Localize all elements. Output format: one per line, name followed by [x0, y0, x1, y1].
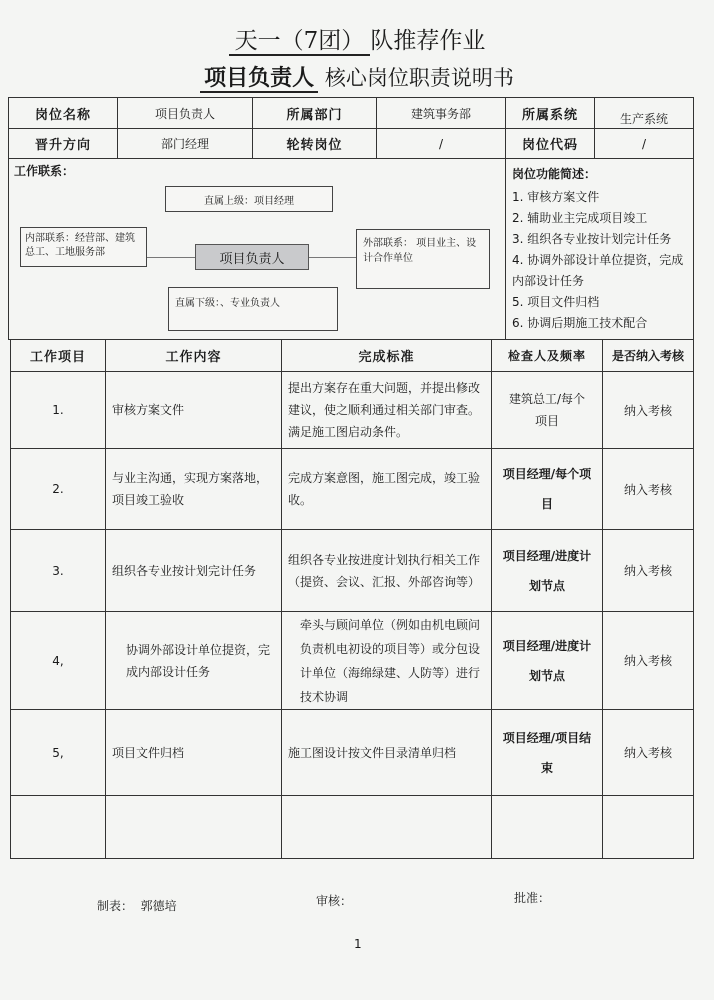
rotation-label: 轮转岗位 — [252, 128, 377, 159]
row-content-text: 审核方案文件 — [112, 403, 185, 417]
doc-subtitle-underlined: 项目负责人 — [200, 65, 318, 93]
col-header-standard: 完成标准 — [281, 339, 492, 372]
row-checker: 项目经理/进度计划节点 — [491, 529, 603, 612]
row-assess: 纳入考核 — [602, 529, 694, 612]
rotation-value: / — [376, 128, 506, 159]
page-number: 1 — [354, 937, 362, 951]
approve-label: 批准： — [514, 891, 551, 905]
row-standard-text: 组织各专业按进度计划执行相关工作（提资、会议、汇报、外部咨询等） — [288, 552, 481, 589]
functions-label: 岗位功能简述： — [512, 167, 597, 181]
row-content — [105, 529, 282, 612]
system-value: 生产系统 — [594, 97, 694, 129]
row-standard — [281, 709, 492, 796]
row-checker: 建筑总工/每个项目 — [491, 371, 603, 449]
function-item: 2. 辅助业主完成项目竣工 — [512, 211, 648, 225]
internal-text: 内部联系：经营部、建筑总工、工地服务部 — [25, 233, 135, 258]
row-assess: 纳入考核 — [602, 709, 694, 796]
superior-box — [165, 186, 333, 212]
row-standard — [281, 371, 492, 449]
row-content — [105, 611, 282, 710]
position-name-label: 岗位名称 — [8, 97, 118, 129]
row-content-text: 项目文件归档 — [112, 745, 185, 760]
functions-list — [512, 187, 690, 334]
contacts-label: 工作联系： — [14, 164, 75, 178]
connector-right — [308, 257, 356, 258]
row-assess: 纳入考核 — [602, 448, 694, 530]
code-value: / — [594, 128, 694, 159]
superior-text: 直属上级：项目经理 — [204, 195, 294, 207]
function-item: 6. 协调后期施工技术配合 — [512, 316, 648, 330]
promotion-label: 晋升方向 — [8, 128, 118, 159]
row-content-text: 与业主沟通，实现方案落地，项目竣工验收 — [112, 471, 269, 507]
row-checker: 项目经理/进度计划节点 — [491, 611, 603, 710]
connector-left — [147, 257, 195, 258]
row-no: 4, — [10, 611, 106, 710]
subordinate-text: 直属下级：、专业负责人 — [175, 298, 280, 309]
row-content — [105, 371, 282, 449]
doc-title-underlined: 天一（7团） — [229, 28, 371, 56]
row-content-text: 组织各专业按计划完计任务 — [112, 563, 257, 578]
row-standard — [281, 611, 492, 710]
row-assess: 纳入考核 — [602, 371, 694, 449]
maker-label: 制表： — [97, 899, 134, 913]
department-value: 建筑事务部 — [376, 97, 506, 129]
external-text: 外部联系： 项目业主、设计合作单位 — [363, 238, 477, 264]
center-role-text: 项目负责人 — [219, 251, 285, 267]
row-content-text: 协调外部设计单位提资，完成内部设计任务 — [126, 642, 271, 679]
row-content — [105, 709, 282, 796]
row-standard — [281, 795, 492, 859]
row-no: 3. — [10, 529, 106, 612]
maker-name: 郭德培 — [140, 899, 177, 913]
external-box — [356, 229, 490, 289]
col-header-assess: 是否纳入考核 — [602, 339, 694, 372]
row-assess — [602, 795, 694, 859]
row-standard — [281, 448, 492, 530]
doc-title — [0, 22, 714, 56]
row-assess: 纳入考核 — [602, 611, 694, 710]
row-standard-text: 完成方案意图，施工图完成，竣工验收。 — [288, 471, 481, 507]
doc-title-rest: 队推荐作业 — [370, 28, 486, 54]
maker-field — [97, 897, 177, 914]
row-standard-text: 牵头与顾问单位（例如由机电顾问负责机电初设的项目等）或分包设计单位（海绵绿建、人防等）进行技术协调 — [300, 617, 481, 704]
code-label: 岗位代码 — [505, 128, 595, 159]
system-label: 所属系统 — [505, 97, 595, 129]
row-content — [105, 448, 282, 530]
function-item: 5. 项目文件归档 — [512, 295, 600, 309]
col-header-item: 工作项目 — [10, 339, 106, 372]
row-checker: 项目经理/项目结束 — [491, 709, 603, 796]
row-no: 5, — [10, 709, 106, 796]
doc-subtitle — [0, 62, 714, 93]
row-checker: 项目经理/每个项目 — [491, 448, 603, 530]
row-checker — [491, 795, 603, 859]
doc-subtitle-rest: 核心岗位职责说明书 — [324, 66, 514, 90]
subordinate-box — [168, 287, 338, 331]
row-content — [105, 795, 282, 859]
function-item: 3. 组织各专业按计划完计任务 — [512, 232, 672, 246]
internal-box — [20, 227, 147, 267]
department-label: 所属部门 — [252, 97, 377, 129]
row-no: 1. — [10, 371, 106, 449]
col-header-content: 工作内容 — [105, 339, 282, 372]
function-item: 4. 协调外部设计单位提资，完成内部设计任务 — [512, 253, 684, 288]
position-name-value: 项目负责人 — [117, 97, 253, 129]
row-standard — [281, 529, 492, 612]
row-standard-text: 施工图设计按文件目录清单归档 — [288, 745, 457, 760]
work-table — [10, 339, 694, 859]
col-header-checker: 检查人及频率 — [491, 339, 603, 372]
row-no: 2. — [10, 448, 106, 530]
function-item: 1. 审核方案文件 — [512, 190, 600, 204]
center-role-box — [195, 244, 309, 270]
promotion-value: 部门经理 — [117, 128, 253, 159]
row-no — [10, 795, 106, 859]
row-standard-text: 提出方案存在重大问题，并提出修改建议，使之顺利通过相关部门审查。满足施工图启动条件。 — [288, 381, 481, 439]
review-label: 审核： — [316, 894, 353, 908]
